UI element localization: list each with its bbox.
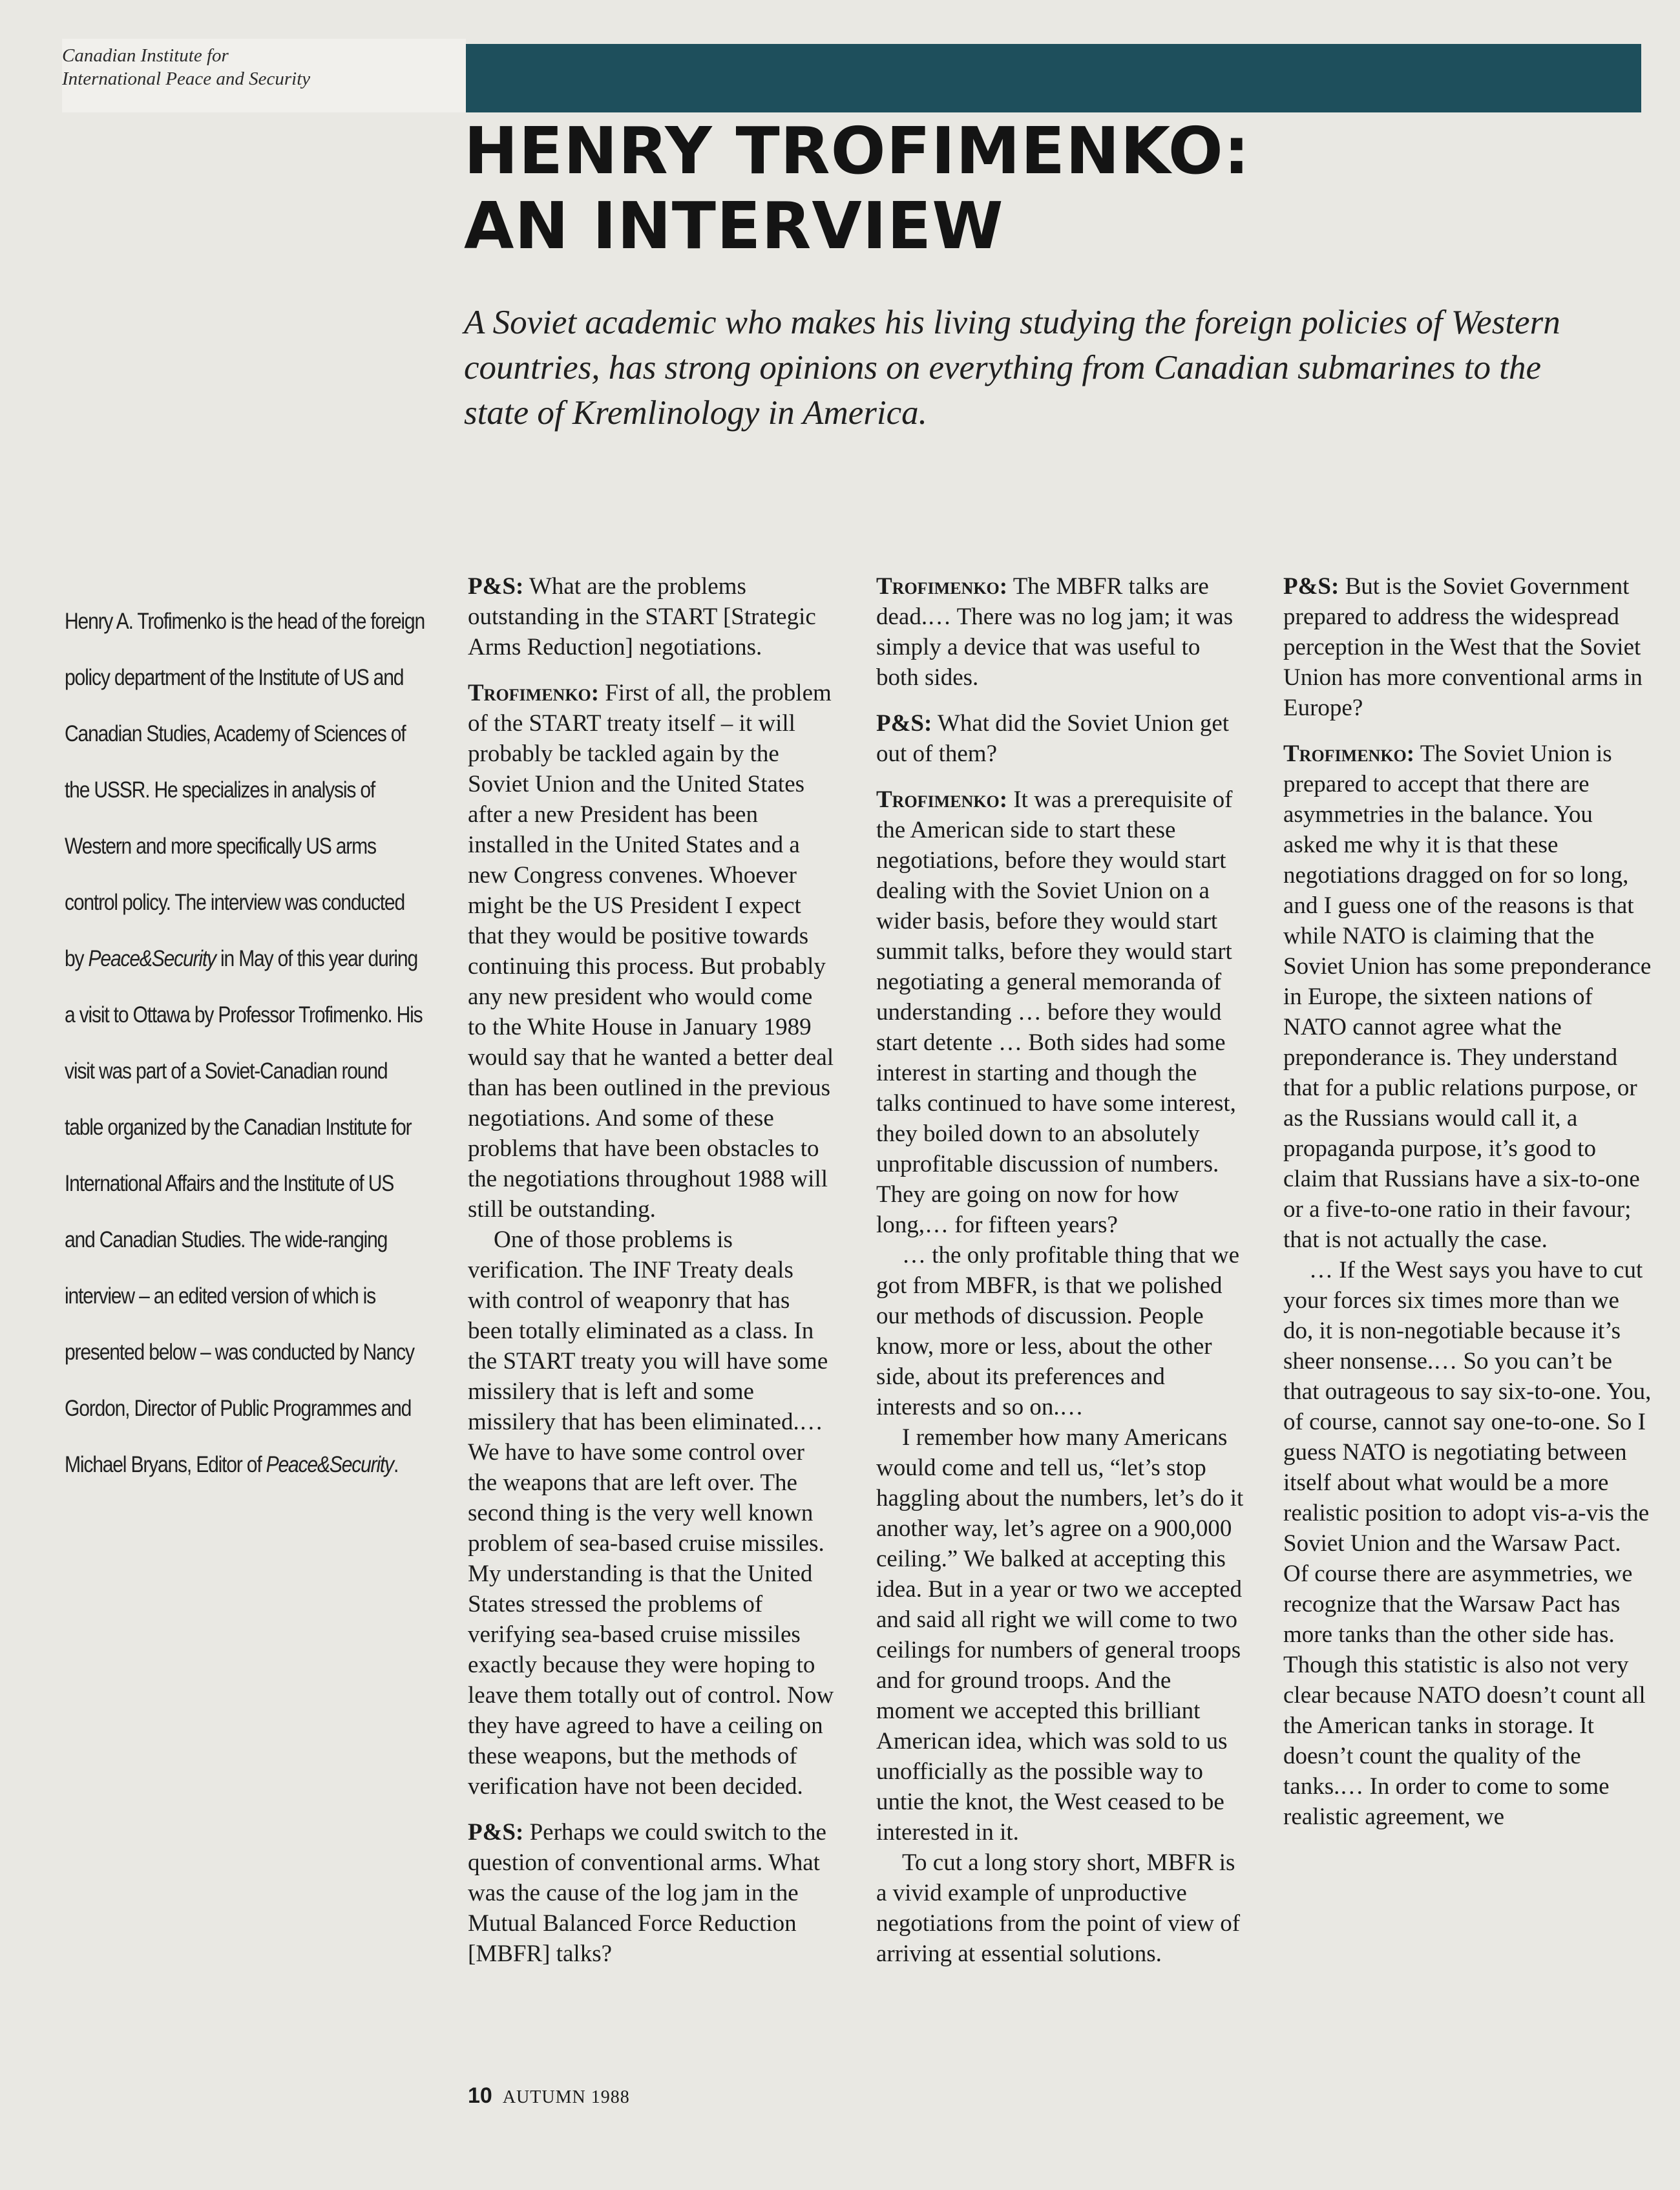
question-paragraph — [1283, 571, 1652, 723]
text-column-3 — [1283, 571, 1652, 1832]
question-paragraph — [876, 708, 1244, 769]
title-line-1: HENRY TROFIMENKO: — [464, 113, 1250, 189]
magazine-name: Peace&Security — [266, 1452, 394, 1477]
speaker-ps: P&S: — [876, 710, 932, 737]
speaker-trofimenko: Trofimenko: — [876, 573, 1008, 600]
article-deck: A Soviet academic who makes his living studying the foreign policies of Western countries, has strong opinions on everything from Canadian submarines to the state of Kremlinology in America. — [464, 304, 1560, 432]
speaker-ps: P&S: — [468, 1819, 524, 1846]
author-bio — [65, 593, 426, 1493]
question-text: What did the Soviet Union get out of them? — [876, 710, 1230, 767]
issue-date: AUTUMN 1988 — [502, 2087, 630, 2107]
page-folio — [468, 2083, 630, 2109]
question-text: But is the Soviet Government prepared to address the widespread perception in the West that the Soviet Union has more conventional arms in Europe? — [1283, 573, 1643, 721]
bio-text-b: in May of this year during a visit to Ottawa by Professor Trofimenko. His visit was part of a Soviet-Canadian round table organized by the Canadian Institute for International Affairs and the Institute of US and Canadian Studies. The wide-ranging interview – an edited version of which is presented below – was conducted by Nancy Gordon, Director of Public Programmes and Michael Bryans, Editor of — [65, 946, 423, 1477]
title-line-2: AN INTERVIEW — [464, 188, 1004, 264]
text-column-1 — [468, 571, 836, 1985]
question-text: What are the problems outstanding in the START [Strategic Arms Reduction] negotiations. — [468, 573, 816, 660]
magazine-name: Peace&Security — [88, 946, 216, 971]
answer-continuation: I remember how many Americans would come and tell us, “let’s stop haggling about the numbers, let’s do it another way, let’s agree on a 900,000 ceiling.” We balked at accepting this idea. But in a year or two we accepted and said all right we will come to two ceilings for numbers of general troops and for ground troops. And the moment we accepted this brilliant American idea, which was sold to us unofficially as the possible way to untie the knot, the West ceased to be interested in it. — [876, 1424, 1244, 1846]
masthead — [62, 39, 1641, 112]
answer-paragraph — [876, 784, 1244, 1240]
text-column-2 — [876, 571, 1244, 1969]
bio-text-a: Henry A. Trofimenko is the head of the foreign policy department of the Institute of US and Canadian Studies, Academy of Sciences of the USSR. He specializes in analysis of Western and more specifically US arms control policy. The interview was conducted by — [65, 609, 425, 971]
question-paragraph — [468, 571, 836, 662]
answer-text: First of all, the problem of the START treaty itself – it will probably be tackled again by the Soviet Union and the United States after a new President has been installed in the United States and a new Congress convenes. Whoever might be the US President I expect that they would be positive towards continuing this process. But probably any new president who would come to the White House in January 1989 would say that he wanted a better deal than has been outlined in the previous negotiations. And some of these problems that have been obstacles to the negotiations throughout 1988 will still be outstanding. — [468, 680, 834, 1223]
speaker-trofimenko: Trofimenko: — [468, 680, 600, 706]
speaker-ps: P&S: — [1283, 573, 1339, 600]
masthead-color-bar — [466, 44, 1641, 112]
speaker-trofimenko: Trofimenko: — [1283, 741, 1415, 767]
speaker-ps: P&S: — [468, 573, 524, 600]
publisher-line-2: International Peace and Security — [62, 68, 311, 89]
question-paragraph — [468, 1817, 836, 1969]
answer-text: The MBFR talks are dead.… There was no log jam; it was simply a device that was useful to both sides. — [876, 573, 1234, 691]
article-title — [464, 114, 1627, 264]
answer-continuation: One of those problems is verification. The INF Treaty deals with control of weaponry that has been totally eliminated as a class. In the START treaty you will have some missilery that is left and some missilery that has been eliminated.… We have to have some control over the weapons that are left over. The second thing is the very well known problem of sea-based cruise missiles. My understanding is that the United States stressed the problems of verifying sea-based cruise missiles exactly because they were hoping to leave them totally out of control. Now they have agreed to have a ceiling on these weapons, but the methods of verification have not been decided. — [468, 1227, 834, 1800]
answer-text: The Soviet Union is prepared to accept that there are asymmetries in the balance. You asked me why it is that these negotiations dragged on for so long, and I guess one of the reasons is that while NATO is claiming that the Soviet Union has some preponderance in Europe, the sixteen nations of NATO cannot agree what the preponderance is. They understand that for a public relations purpose, or as the Russians would call it, a propaganda purpose, it’s good to claim that Russians have a six-to-one or a five-to-one ratio in their favour; that is not actually the case. — [1283, 741, 1652, 1253]
answer-paragraph — [876, 571, 1244, 693]
bio-text-c: . — [393, 1452, 399, 1477]
question-text: Perhaps we could switch to the question of conventional arms. What was the cause of the log jam in the Mutual Balanced Force Reduction [MBFR] talks? — [468, 1819, 826, 1967]
answer-continuation: To cut a long story short, MBFR is a vivid example of unproductive negotiations from the point of view of arriving at essential solutions. — [876, 1849, 1241, 1967]
answer-paragraph — [1283, 739, 1652, 1255]
page-number: 10 — [468, 2083, 492, 2108]
answer-paragraph — [468, 678, 836, 1225]
publisher-line-1: Canadian Institute for — [62, 45, 229, 66]
answer-continuation: … If the West says you have to cut your forces six times more than we do, it is non-negotiable because it’s sheer nonsense.… So you can’t be that outrageous to say six-to-one. You, of course, cannot say one-to-one. So I guess NATO is negotiating between itself about what would be a more realistic position to adopt vis-a-vis the Soviet Union and the Warsaw Pact. Of course there are asymmetries, we recognize that the Warsaw Pact has more tanks than the other side has. Though this statistic is also not very clear because NATO doesn’t count all the American tanks in storage. It doesn’t count the quality of the tanks.… In order to come to some realistic agreement, we — [1283, 1257, 1652, 1830]
publisher-label — [62, 39, 466, 112]
answer-text: It was a prerequisite of the American side to start these negotiations, before they would start dealing with the Soviet Union on a wider basis, before they would start summit talks, before they would start negotiating a general memoranda of understanding … before they would start detente … Both sides had some interest in starting and though the talks continued to have some interest, they boiled down to an absolutely unprofitable discussion of numbers. They are going on now for how long,… for fifteen years? — [876, 786, 1236, 1238]
speaker-trofimenko: Trofimenko: — [876, 786, 1008, 813]
answer-continuation: … the only profitable thing that we got from MBFR, is that we polished our methods of discussion. People know, more or less, about the other side, about its preferences and interests and so on.… — [876, 1242, 1239, 1420]
